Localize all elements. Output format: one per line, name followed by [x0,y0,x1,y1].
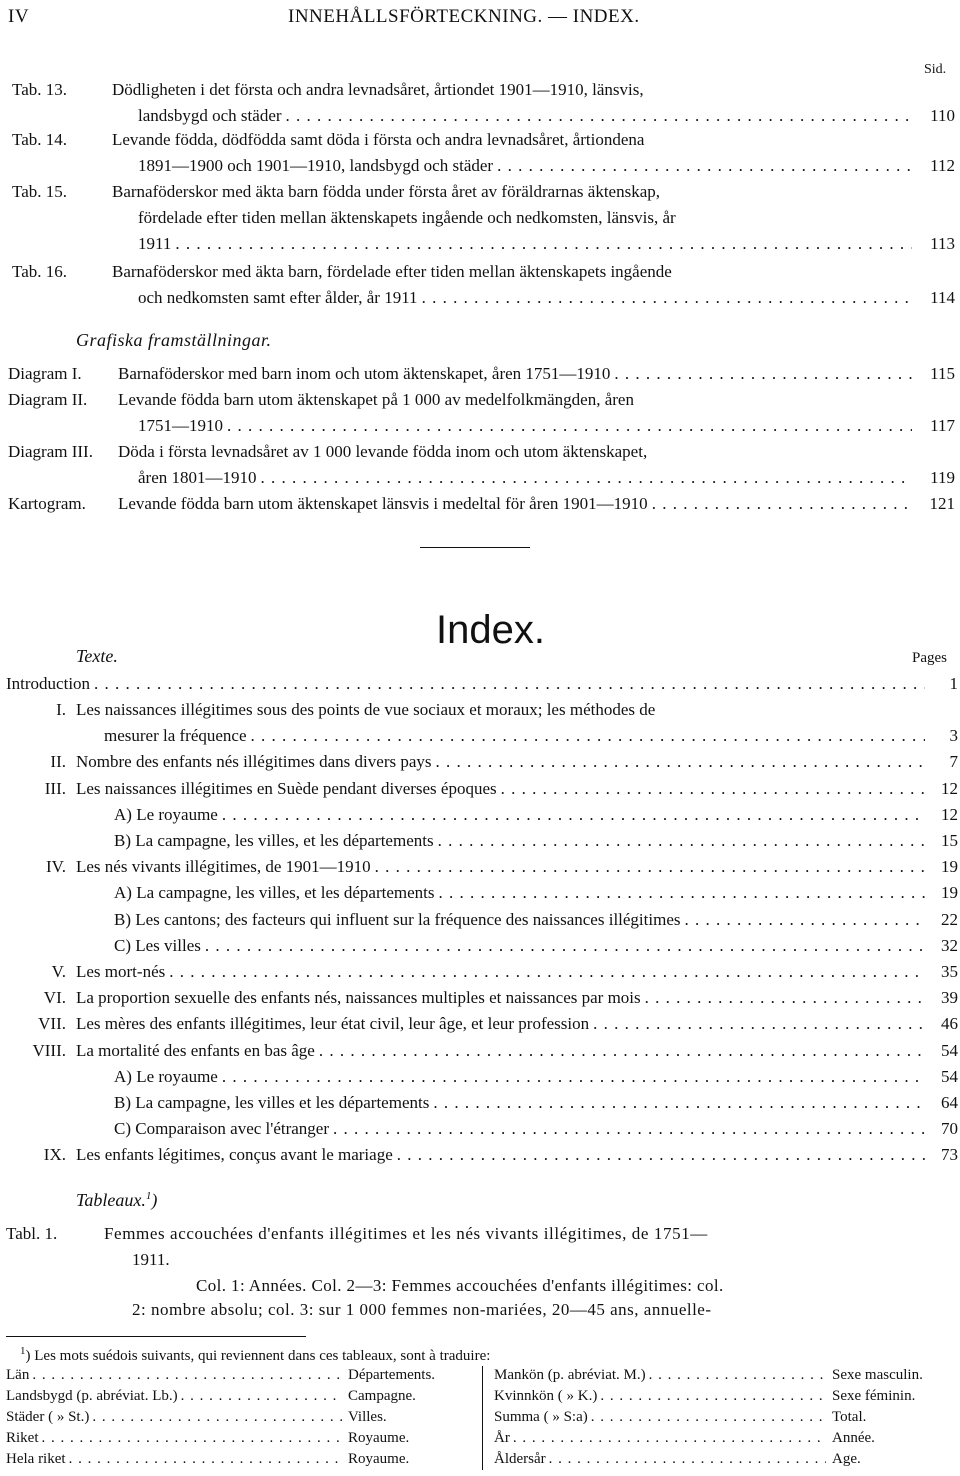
index-entry-text: B) Les cantons; des facteurs qui influent sur la fréquence des naissances illégitimes [114,909,681,929]
index-page-number: 32 [941,935,958,955]
index-roman-numeral: IV. [46,857,66,877]
footnote-swedish-term: Kvinnkön ( » K.) [494,1388,598,1404]
footnote-swedish-term: År [494,1430,510,1446]
leader-dots [497,156,912,176]
leader-dots [600,1387,826,1406]
footnote-swedish-term: Åldersår [494,1451,546,1467]
toc-label: Tab. 16. [12,262,67,281]
toc-entry-line [138,468,912,488]
leader-dots [222,1067,925,1087]
footnote-term-row [494,1387,826,1406]
index-entry-text: Introduction [6,674,91,693]
toc-entry-line [138,156,912,176]
index-roman-numeral: II. [50,752,66,772]
tableau-line: Col. 1: Années. Col. 2—3: Femmes accouchées d'enfants illégitimes: col. [196,1276,724,1295]
toc-entry-text: Barnaföderskor med barn inom och utom äktenskapet, åren 1751—1910 [118,364,611,383]
leader-dots [227,416,912,436]
index-roman-numeral: VIII. [32,1040,66,1060]
index-roman-numeral: III. [44,778,66,798]
column-divider [482,1366,483,1470]
footnote-term-row [494,1450,826,1469]
texte-label: Texte. [76,646,118,666]
index-page-number: 7 [949,752,958,772]
leader-dots [549,1450,826,1469]
footnote-term-row [494,1408,826,1427]
leader-dots [501,779,925,799]
index-entry-line [114,883,925,903]
leader-dots [169,962,925,982]
index-entry-text: Les enfants légitimes, conçus avant le mariage [76,1145,393,1165]
leader-dots [92,1408,342,1427]
index-entry-line [76,1145,925,1165]
index-page-number: 73 [941,1145,958,1165]
toc-entry-text: 1911 [138,234,172,253]
index-entry-text: B) La campagne, les villes, et les départements [114,831,434,850]
index-roman-numeral: IX. [43,1145,66,1165]
index-entry-line [76,1014,925,1034]
index-entry-line [114,805,925,825]
leader-dots [652,494,912,514]
leader-dots [591,1408,826,1427]
page-number: IV [8,6,30,27]
leader-dots [422,288,912,308]
index-page-number: 3 [949,726,958,746]
index-roman-numeral: I. [56,700,66,720]
toc-label: Diagram II. [8,390,88,409]
index-entry-text: C) Comparaison avec l'étranger [114,1119,330,1139]
sid-label: Sid. [924,62,947,77]
footnote-french-translation: Année. [832,1430,875,1446]
toc-label: Diagram III. [8,442,93,461]
toc-entry-text: Barnaföderskor med äkta barn födda under första året av föräldrarnas äktenskap, [112,182,661,201]
footnote-swedish-term: Städer ( » St.) [6,1409,90,1425]
toc-page-number: 121 [929,494,955,513]
toc-label: Tab. 15. [12,182,67,201]
leader-dots [513,1429,826,1448]
tableau-line: Femmes accouchées d'enfants illégitimes et les nés vivants illégitimes, de 1751— [104,1224,708,1243]
index-page-number: 19 [941,857,958,877]
toc-entry-line [138,106,912,126]
index-entry-line [76,1041,925,1061]
toc-label: Tab. 13. [12,80,67,99]
index-entry-text: mesurer la fréquence [104,726,247,746]
toc-label: Diagram I. [8,364,82,383]
index-entry-text: Les mort-nés [76,962,166,981]
leader-dots [42,1429,343,1448]
footnote-french-translation: Sexe féminin. [832,1388,916,1404]
index-entry-text: Les nés vivants illégitimes, de 1901—1910 [76,857,371,877]
footnote-mark: 1 [20,1345,26,1357]
tableau-line: 1911. [132,1250,170,1269]
leader-dots [438,831,925,851]
tableau-label: Tabl. 1. [6,1224,58,1243]
leader-dots [433,1093,925,1113]
index-entry-text: Nombre des enfants nés illégitimes dans divers pays [76,752,432,772]
leader-dots [645,988,925,1008]
footnote-term-row [494,1366,826,1385]
index-entry-text: Les naissances illégitimes sous des points de vue sociaux et moraux; les méthodes de [76,700,656,720]
section-divider [420,547,530,548]
leader-dots [333,1119,925,1139]
leader-dots [397,1145,925,1165]
toc-entry-text: Dödligheten i det första och andra levnadsåret, årtiondet 1901—1910, länsvis, [112,80,644,99]
index-entry-line [76,779,925,799]
leader-dots [181,1387,342,1406]
index-roman-numeral: VII. [38,1014,66,1034]
toc-entry-line [118,494,912,514]
toc-entry-text: Levande födda, dödfödda samt döda i första och andra levnadsåret, årtiondena [112,130,645,149]
index-entry-text: A) Le royaume [114,1066,218,1086]
footnote-french-translation: Campagne. [348,1388,416,1404]
footnote-swedish-term: Riket [6,1430,39,1446]
index-page-number: 35 [941,962,958,981]
leader-dots [222,805,925,825]
index-entry-text: C) Les villes [114,935,201,955]
leader-dots [94,674,925,694]
toc-entry-line [118,364,912,384]
leader-dots [375,857,925,877]
index-entry-text: A) Le royaume [114,804,218,824]
footnote-term-row [6,1429,342,1448]
index-roman-numeral: V. [51,962,66,981]
page-header-title: INNEHÅLLSFÖRTECKNING. — INDEX. [288,6,640,27]
index-page-number: 22 [941,909,958,929]
index-page-number: 64 [941,1093,958,1112]
footnote-french-translation: Total. [832,1409,867,1425]
index-entry-text: Les mères des enfants illégitimes, leur état civil, leur âge, et leur profession [76,1014,590,1034]
index-entry-line [114,1093,925,1113]
footnote-intro: $^1$) Les mots suédois suivants, qui reviennent dans ces tableaux, sont à traduire: [20,1345,491,1364]
index-entry-line [114,936,925,956]
index-page-number: 19 [941,883,958,903]
index-page-number: 70 [941,1119,958,1139]
leader-dots [175,234,912,254]
leader-dots [32,1366,342,1385]
tableaux-label: Tableaux.$^1$) [76,1190,158,1210]
footnote-french-translation: Villes. [348,1409,387,1425]
index-page-number: 1 [949,674,958,693]
leader-dots [593,1014,925,1034]
footnote-ref: 1 [145,1190,152,1202]
toc-page-number: 113 [930,234,955,253]
footnote-swedish-term: Hela riket [6,1451,66,1467]
leader-dots [319,1041,925,1061]
index-title: Index. [436,608,545,652]
footnote-french-translation: Age. [832,1451,861,1467]
leader-dots [614,364,912,384]
toc-entry-text: Levande födda barn utom äktenskapet länsvis i medeltal för åren 1901—1910 [118,494,648,513]
index-entry-line [76,857,925,877]
footnote-french-translation: Royaume. [348,1430,410,1446]
leader-dots [685,910,926,930]
index-entry-line [114,910,925,930]
toc-label: Tab. 14. [12,130,67,149]
index-entry-line [6,674,925,694]
leader-dots [439,883,925,903]
pages-label: Pages [912,650,947,666]
toc-entry-text: och nedkomsten samt efter ålder, år 1911 [138,288,418,307]
leader-dots [251,726,925,746]
index-entry-line [104,726,925,746]
toc-page-number: 117 [930,416,955,435]
toc-entry-line [138,234,912,254]
footnote-rule [6,1336,306,1337]
toc-entry-text: Döda i första levnadsåret av 1 000 levande födda inom och utom äktenskapet, [118,442,648,461]
index-page-number: 54 [941,1040,958,1060]
index-page-number: 15 [941,831,958,850]
index-entry-text: Les naissances illégitimes en Suède pendant diverses époques [76,778,497,798]
leader-dots [69,1450,342,1469]
leader-dots [436,752,925,772]
index-entry-text: La proportion sexuelle des enfants nés, naissances multiples et naissances par mois [76,988,641,1008]
footnote-french-translation: Départements. [348,1367,436,1383]
index-entry-line [76,988,925,1008]
footnote-swedish-term: Summa ( » S:a) [494,1409,588,1425]
toc-entry-line [138,288,912,308]
toc-entry-text: åren 1801—1910 [138,468,257,487]
index-entry-line [114,1119,925,1139]
footnote-term-row [6,1408,342,1427]
index-page-number: 54 [941,1066,958,1086]
toc-label: Kartogram. [8,494,86,513]
toc-entry-text: 1751—1910 [138,416,223,435]
footnote-french-translation: Sexe masculin. [832,1367,923,1383]
tableau-line: 2: nombre absolu; col. 3: sur 1 000 femmes non-mariées, 20—45 ans, annuelle- [132,1300,712,1319]
footnote-swedish-term: Mankön (p. abréviat. M.) [494,1367,646,1383]
index-entry-text: A) La campagne, les villes, et les départements [114,883,435,903]
footnote-term-row [6,1450,342,1469]
footnote-swedish-term: Landsbygd (p. abréviat. Lb.) [6,1388,178,1404]
index-page-number: 46 [941,1014,958,1034]
toc-page-number: 110 [930,106,955,125]
index-entry-line [114,1067,925,1087]
toc-page-number: 112 [930,156,955,175]
index-entry-line [76,752,925,772]
index-entry-line [114,831,925,851]
toc-entry-text: landsbygd och städer [138,106,282,125]
footnote-swedish-term: Län [6,1367,30,1383]
toc-page-number: 114 [930,288,955,307]
index-roman-numeral: VI. [43,988,66,1008]
index-entry-line [76,962,925,982]
index-page-number: 39 [941,988,958,1008]
toc-entry-text: fördelade efter tiden mellan äktenskapets ingående och nedkomsten, länsvis, år [138,208,676,227]
leader-dots [649,1366,826,1385]
index-page-number: 12 [941,804,958,824]
index-page-number: 12 [941,778,958,798]
leader-dots [286,106,912,126]
toc-entry-text: Barnaföderskor med äkta barn, fördelade efter tiden mellan äktenskapets ingående [112,262,672,281]
footnote-term-row [494,1429,826,1448]
toc-entry-line [138,416,912,436]
leader-dots [261,468,912,488]
graphics-heading: Grafiska framställningar. [76,330,272,350]
footnote-term-row [6,1366,342,1385]
toc-page-number: 115 [930,364,955,383]
footnote-french-translation: Royaume. [348,1451,410,1467]
toc-entry-text: 1891—1900 och 1901—1910, landsbygd och städer [138,156,494,175]
index-entry-text: B) La campagne, les villes et les départements [114,1093,430,1112]
toc-entry-text: Levande födda barn utom äktenskapet på 1 000 av medelfolkmängden, åren [118,390,634,409]
footnote-term-row [6,1387,342,1406]
toc-page-number: 119 [930,468,955,487]
index-entry-text: La mortalité des enfants en bas âge [76,1040,315,1060]
leader-dots [205,936,925,956]
